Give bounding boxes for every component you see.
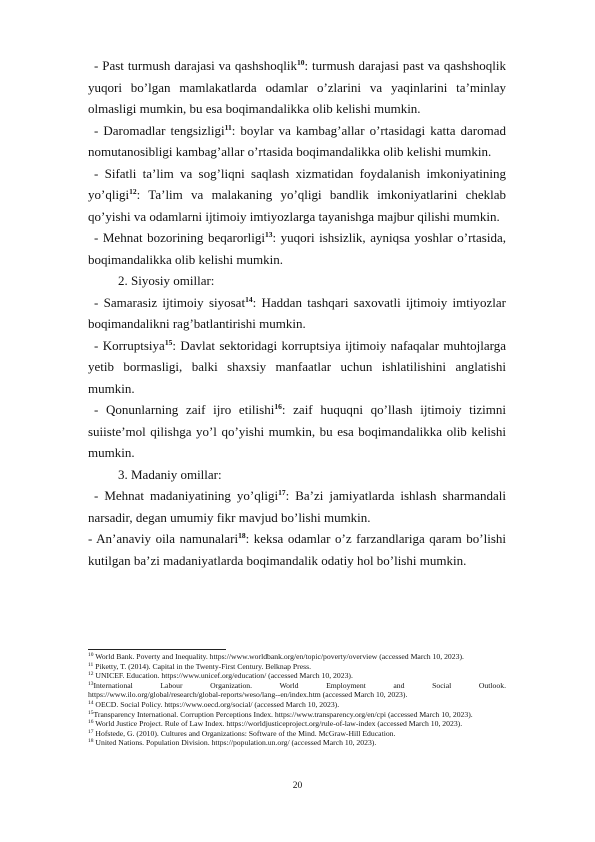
paragraph-1: - Past turmush darajasi va qashshoqlik$^{10}$: turmush darajasi past va qashshoqlik yuqori bo’lgan mamlakatlarda odamlar o’zlarini va yaqinlarini ta’minlay olmasligi mumkin, bu esa boqimandalikka olib kelishi mumkin.: [88, 58, 507, 116]
footnote-18: $^{18}$ United Nations. Population Division. https://population.un.org/ (accessed March 10, 2023).: [88, 738, 377, 748]
footnote-12: $^{12}$ UNICEF. Education. https://www.unicef.org/education/ (accessed March 10, 2023).: [88, 671, 353, 681]
footnote-ref-15[interactable]: 15: [164, 337, 173, 347]
footnote-15: $^{15}$Transparency International. Corruption Perceptions Index. https://www.transparency.org/en/cpi (accessed March 10, 2023).: [88, 709, 473, 719]
footnote-separator: [88, 649, 226, 650]
footnote-13-link[interactable]: https://www.ilo.org/global/research/global-reports/weso/lang--en/index.htm (accessed March 10, 2023).: [88, 690, 408, 700]
footnote-13: $^{13}$International Labour Organization. World Employment and Social Outlook.: [88, 680, 506, 690]
section-heading-cultural: 3. Madaniy omillar:: [118, 466, 222, 482]
page-number: 20: [292, 781, 303, 791]
footnote-ref-16[interactable]: 16: [274, 402, 282, 411]
section-heading-political: 2. Siyosiy omillar:: [118, 273, 215, 288]
footnote-ref-10[interactable]: 10: [296, 58, 305, 67]
footnotes: [88, 652, 506, 748]
footnote-14: $^{14}$ OECD. Social Policy. https://www.oecd.org/social/ (accessed March 10, 2023).: [88, 699, 340, 709]
paragraph-3: - Sifatli ta’lim va sog’liqni saqlash xizmatidan foydalanish imkoniyatining yo’qligi$^{12}$: Ta’lim va malakaning yo’qligi bandlik imkoniyatlarini cheklab qo’yishi va odamlarni ijtimoiy imtiyozlarga tayanishga majbur qilishi mumkin.: [88, 165, 506, 224]
footnote-ref-17[interactable]: 17: [278, 488, 286, 497]
paragraph-8: - Mehnat madaniyatining yo’qligi$^{17}$: Ba’zi jamiyatlarda ishlash sharmandali narsadir, degan umumiy fikr mavjud bo’lishi mumkin.: [88, 488, 506, 525]
paragraph-5: - Samarasiz ijtimoiy siyosat$^{14}$: Haddan tashqari saxovatli ijtimoiy imtiyozlar boqimandalikni rag’batlantirishi mumkin.: [88, 294, 506, 331]
footnote-ref-12[interactable]: 12: [129, 187, 137, 196]
paragraph-6: - Korruptsiya$^{15}$: Davlat sektoridagi korruptsiya ijtimoiy nafaqalar muhtojlarga yetib bormasligi, balki shaxsiy manfaatlar uchun ishlatilishini anglatishi mumkin.: [88, 337, 506, 396]
footnote-10: $^{10}$ World Bank. Poverty and Inequality. https://www.worldbank.org/en/topic/poverty/overview (accessed March 10, 2023).: [88, 652, 464, 661]
footnote-ref-11[interactable]: 11: [224, 122, 232, 132]
paragraph-7: - Qonunlarning zaif ijro etilishi$^{16}$: zaif huquqni qo’llash ijtimoiy tizimni suiiste’mol qilishga yo’l qo’yishi mumkin, bu esa boqimandalikka olib kelishi mumkin.: [88, 402, 506, 460]
footnote-ref-18[interactable]: 18: [238, 531, 246, 540]
footnote-17: $^{17}$ Hofstede, G. (2010). Cultures and Organizations: Software of the Mind. McGraw-Hill Education.: [88, 728, 396, 738]
paragraph-9: - An’anaviy oila namunalari$^{18}$: keksa odamlar o’z farzandlariga qaram bo’lishi kutilgan ba’zi madaniyatlarda boqimandalik odatiy hol bo’lishi mumkin.: [88, 531, 506, 568]
footnote-ref-13[interactable]: 13: [264, 230, 273, 239]
footnote-11: $^{11}$ Piketty, T. (2014). Capital in the Twenty-First Century. Belknap Press.: [88, 661, 312, 671]
body-text: [88, 55, 506, 571]
paragraph-4: - Mehnat bozorining beqarorligi$^{13}$: yuqori ishsizlik, ayniqsa yoshlar o’rtasida, boqimandalikka olib kelishi mumkin.: [88, 230, 506, 267]
footnote-16: $^{16}$ World Justice Project. Rule of Law Index. https://worldjusticeproject.org/rule-of-law-index (accessed March 10, 2023).: [88, 719, 463, 729]
footnote-ref-14[interactable]: 14: [245, 294, 253, 304]
paragraph-2: - Daromadlar tengsizligi$^{11}$: boylar va kambag’allar o’rtasidagi katta daromad nomutanosibligi kambag’allar o’rtasida boqimandalikka olib kelishi mumkin.: [88, 122, 506, 159]
